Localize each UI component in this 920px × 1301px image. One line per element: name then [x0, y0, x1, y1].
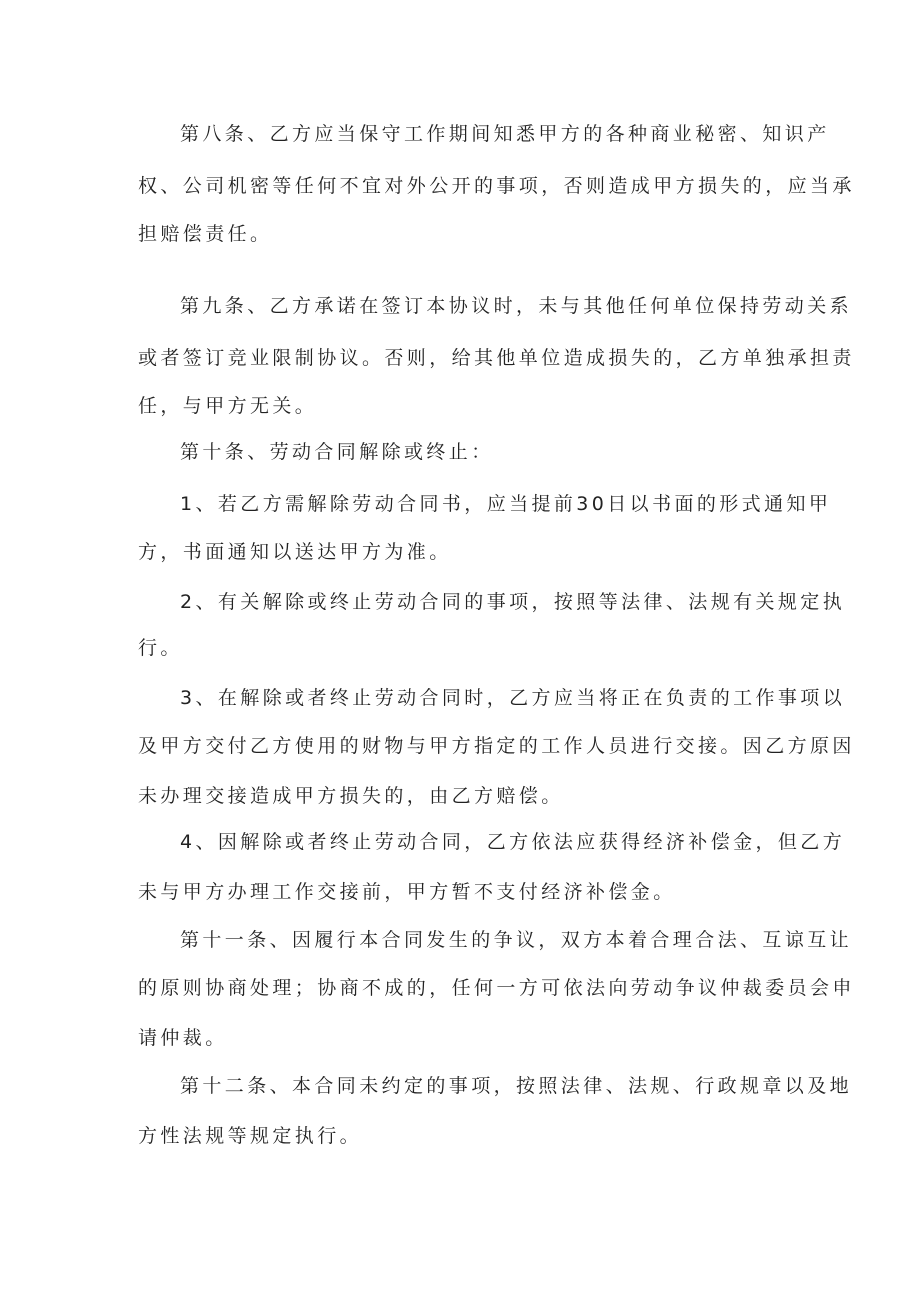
article-10-item-3-line-2: 及甲方交付乙方使用的财物与甲方指定的工作人员进行交接。因乙方原因	[138, 735, 855, 757]
article-10-item-3-line-1: 3、在解除或者终止劳动合同时，乙方应当将正在负责的工作事项以	[180, 687, 846, 709]
article-8-line-3: 担赔偿责任。	[138, 223, 273, 245]
article-8-line-1: 第八条、乙方应当保守工作期间知悉甲方的各种商业秘密、知识产	[180, 123, 830, 145]
article-10-item-3-line-3: 未办理交接造成甲方损失的，由乙方赔偿。	[138, 785, 564, 807]
article-12-line-1: 第十二条、本合同未约定的事项，按照法律、法规、行政规章以及地	[180, 1075, 853, 1097]
article-12-line-2: 方性法规等规定执行。	[138, 1125, 363, 1147]
article-10-item-2-line-2: 行。	[138, 637, 183, 659]
article-9-line-2: 或者签订竞业限制协议。否则，给其他单位造成损失的，乙方单独承担责	[138, 347, 855, 369]
article-10-item-4-line-1: 4、因解除或者终止劳动合同，乙方依法应获得经济补偿金，但乙方	[180, 831, 846, 853]
article-8-line-2: 权、公司机密等任何不宜对外公开的事项，否则造成甲方损失的，应当承	[138, 175, 855, 197]
article-9-line-1: 第九条、乙方承诺在签订本协议时，未与其他任何单位保持劳动关系	[180, 295, 853, 317]
article-11-line-1: 第十一条、因履行本合同发生的争议，双方本着合理合法、互谅互让	[180, 929, 853, 951]
article-9-line-3: 任，与甲方无关。	[138, 395, 318, 417]
article-10-item-1-line-2: 方，书面通知以送达甲方为准。	[138, 541, 452, 563]
article-10-item-1-line-1: 1、若乙方需解除劳动合同书，应当提前30日以书面的形式通知甲	[180, 493, 832, 515]
article-10-item-4-line-2: 未与甲方办理工作交接前，甲方暂不支付经济补偿金。	[138, 881, 676, 903]
article-11-line-3: 请仲裁。	[138, 1027, 228, 1049]
article-10-heading: 第十条、劳动合同解除或终止：	[180, 441, 494, 463]
article-11-line-2: 的原则协商处理；协商不成的，任何一方可依法向劳动争议仲裁委员会申	[138, 977, 855, 999]
article-10-item-2-line-1: 2、有关解除或终止劳动合同的事项，按照等法律、法规有关规定执	[180, 591, 846, 613]
